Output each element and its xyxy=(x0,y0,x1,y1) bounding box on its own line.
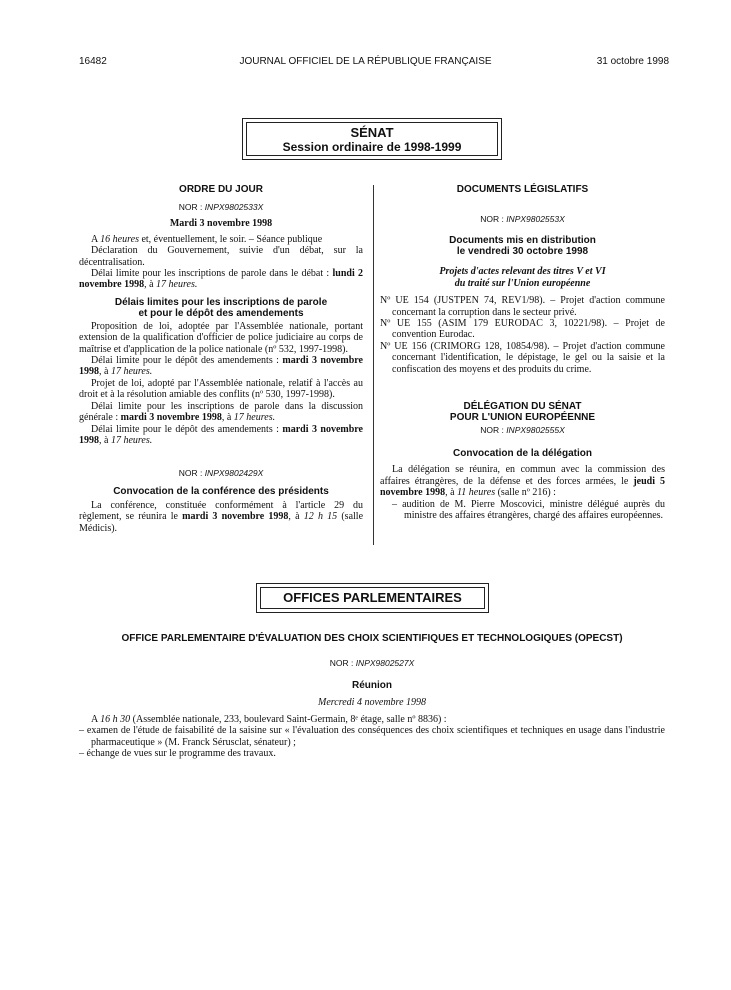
delais-title-2: et pour le dépôt des amendements xyxy=(138,307,304,319)
conference-title: Convocation de la conférence des présidents xyxy=(113,485,329,497)
offices-title: OFFICES PARLEMENTAIRES xyxy=(260,587,485,609)
senat-title: SÉNAT xyxy=(350,125,394,140)
delai-discussion: Délai limite pour les inscriptions de parole dans la discussion générale : mardi 3 novembre 1998, à 17 heures. xyxy=(79,400,363,424)
reunion-location: A 16 h 30 (Assemblée nationale, 233, boulevard Saint-Germain, 8ᵉ étage, salle nº 8836) : xyxy=(91,713,447,725)
ue-item-155: Nº UE 155 (ASIM 179 EURODAC 3, 10221/98). – Projet de convention Eurodac. xyxy=(380,318,665,341)
delai-amendements-2: Délai limite pour le dépôt des amendements : mardi 3 novembre 1998, à 17 heures. xyxy=(79,423,363,446)
nor-conference: NOR : INPX9802429X xyxy=(178,468,264,479)
reunion-date: Mercredi 4 novembre 1998 xyxy=(317,697,427,709)
page-number: 16482 xyxy=(79,56,107,67)
examen-item: – examen de l'étude de faisabilité de la saisine sur « l'évaluation des conséquences des choix scientifiques et techniques en usage dans l'industrie pharmaceutique » (M. Franck Sérusclat, sénateur) ; xyxy=(79,725,665,748)
delai-amendements-1: Délai limite pour le dépôt des amendements : mardi 3 novembre 1998, à 17 heures. xyxy=(79,355,363,378)
journal-title: JOURNAL OFFICIEL DE LA RÉPUBLIQUE FRANÇAISE xyxy=(239,56,492,67)
ue-item-154: Nº UE 154 (JUSTPEN 74, REV1/98). – Projet d'action commune concernant la corruption dans le secteur privé. xyxy=(380,295,665,318)
delegation-title-2: POUR L'UNION EUROPÉENNE xyxy=(449,412,596,424)
delegation-convocation-title: Convocation de la délégation xyxy=(453,448,592,460)
opecst-section xyxy=(79,633,665,759)
delegation-paragraph: La délégation se réunira, en commun avec la commission des affaires étrangères, de la défense et des forces armées, le jeudi 5 novembre 1998, à 11 heures (salle nº 216) : xyxy=(380,464,665,499)
nor-opecst: NOR : INPX9802527X xyxy=(329,658,415,668)
delegation-title-1: DÉLÉGATION DU SÉNAT xyxy=(463,401,582,413)
day-heading: Mardi 3 novembre 1998 xyxy=(169,218,273,230)
senat-box xyxy=(242,118,502,160)
declaration-paragraph: Déclaration du Gouvernement, suivie d'un débat, sur la décentralisation. xyxy=(79,245,363,268)
ordre-du-jour-title: ORDRE DU JOUR xyxy=(179,184,263,195)
echange-item: – échange de vues sur le programme des travaux. xyxy=(79,748,276,760)
documents-sub-2: le vendredi 30 octobre 1998 xyxy=(456,246,589,258)
projets-title-2: du traité sur l'Union européenne xyxy=(454,277,591,289)
audition-item: – audition de M. Pierre Moscovici, ministre délégué auprès du ministre des affaires étrangères, chargé des affaires européennes. xyxy=(392,498,665,522)
nor-ordre: NOR : INPX9802533X xyxy=(178,202,264,212)
senat-subtitle: Session ordinaire de 1998-1999 xyxy=(282,140,462,154)
projet-paragraph: Projet de loi, adopté par l'Assemblée nationale, relatif à l'accès au droit et à la résolution amiable des conflits (nº 530, 1997-1998). xyxy=(79,377,363,401)
nor-documents: NOR : INPX9802553X xyxy=(480,214,565,224)
issue-date: 31 octobre 1998 xyxy=(596,56,669,67)
projets-title-1: Projets d'actes relevant des titres V et VI xyxy=(439,266,606,278)
conference-paragraph: La conférence, constituée conformément à l'article 29 du règlement, se réunira le mardi 3 novembre 1998, à 12 h 15 (salle Médicis). xyxy=(79,499,364,534)
nor-delegation: NOR : INPX9802555X xyxy=(480,425,565,436)
opecst-title: OFFICE PARLEMENTAIRE D'ÉVALUATION DES CHOIX SCIENTIFIQUES ET TECHNOLOGIQUES (OPECST) xyxy=(121,633,623,644)
documents-title: DOCUMENTS LÉGISLATIFS xyxy=(456,184,589,195)
seance-line: A 16 heures et, éventuellement, le soir. – Séance publique xyxy=(91,233,323,245)
delai-debat-paragraph: Délai limite pour les inscriptions de parole dans le débat : lundi 2 novembre 1998, à 17 heures. xyxy=(79,268,363,291)
left-column xyxy=(79,184,363,534)
ue-item-156: Nº UE 156 (CRIMORG 128, 10854/98). – Projet d'action commune concernant l'identification, le dépistage, le gel ou la saisie et la confiscation des moyens et des produits du crime. xyxy=(380,340,665,375)
proposition-paragraph: Proposition de loi, adoptée par l'Assemblée nationale, portant extension de la qualification d'officier de police judiciaire au corps de maîtrise et d'application de la police nationale (nº 532, 1997-1998). xyxy=(79,320,363,355)
right-column xyxy=(380,184,665,522)
reunion-title: Réunion xyxy=(352,680,392,692)
offices-box xyxy=(256,583,489,613)
delais-title-1: Délais limites pour les inscriptions de parole xyxy=(114,296,328,308)
documents-sub-1: Documents mis en distribution xyxy=(449,235,596,247)
column-divider xyxy=(373,185,374,545)
